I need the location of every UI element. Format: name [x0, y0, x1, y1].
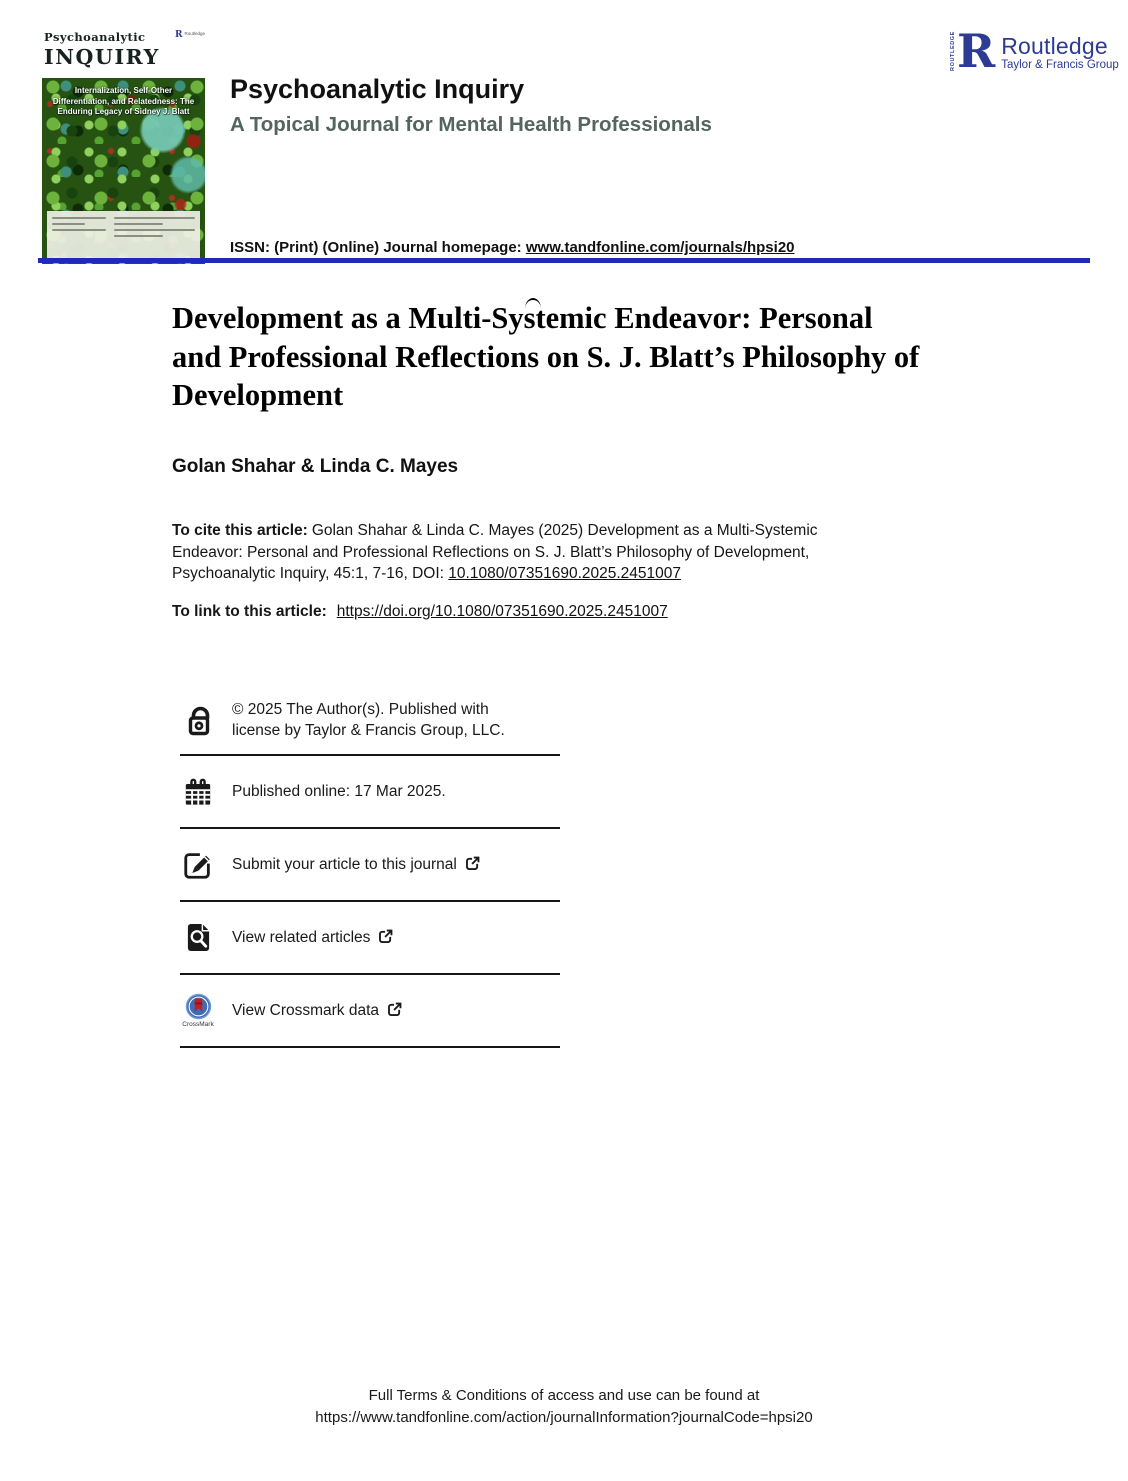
crossmark-icon [180, 993, 216, 1028]
routledge-vertical-text: ROUTLEDGE [950, 31, 956, 71]
terms-line: Full Terms & Conditions of access and use can be found at [368, 1387, 760, 1404]
related-articles-icon [180, 922, 216, 953]
external-link-icon [386, 1001, 403, 1018]
crossmark-label: View Crossmark data [232, 1002, 380, 1019]
cover-fineprint-box [47, 211, 200, 259]
doi-url-link[interactable]: https://doi.org/10.1080/07351690.2025.2451007 [336, 603, 668, 620]
cite-label: To cite this article: [172, 522, 308, 539]
cover-image [42, 78, 205, 264]
taylor-francis-group: Taylor & Francis Group [1001, 59, 1119, 71]
cover-masthead [42, 28, 205, 78]
published-online-row [180, 756, 560, 829]
journal-cover-thumbnail [42, 28, 205, 264]
related-articles-row[interactable] [180, 902, 560, 975]
crossmark-caption: CrossMark [182, 1021, 214, 1028]
routledge-r-glyph: R [957, 24, 996, 78]
external-link-icon [464, 855, 481, 872]
terms-url[interactable]: https://www.tandfonline.com/action/journalInformation?journalCode=hpsi20 [315, 1409, 813, 1426]
cover-fineprint-bars [52, 217, 106, 253]
title-line1-post: emic Endeavor: Personal [545, 301, 873, 335]
link-line [172, 603, 668, 621]
cover-issue-title: Internalization, Self-Other Differentiation, and Relatedness: The Enduring Legacy of Sidney J. Blatt [52, 86, 195, 116]
open-access-icon [180, 704, 216, 736]
external-link-icon [377, 928, 394, 945]
title-line2: and Professional Reflections on S. J. Blatt’s Philosophy of [172, 339, 920, 374]
action-rows [180, 686, 560, 1048]
crossmark-row[interactable] [180, 975, 560, 1048]
citation-paragraph [172, 520, 882, 585]
cover-fineprint-bars [114, 217, 195, 253]
cover-masthead-line1: Psychoanalytic [44, 30, 146, 44]
submit-pencil-icon [180, 850, 216, 880]
routledge-logo [950, 24, 1119, 78]
related-articles-link[interactable] [232, 927, 394, 948]
article-authors: Golan Shahar & Linda C. Mayes [172, 456, 459, 477]
article-title [172, 299, 1012, 415]
submit-article-label: Submit your article to this journal [232, 856, 457, 873]
crossmark-link[interactable] [232, 1000, 403, 1021]
header-divider-rule [38, 258, 1090, 263]
submit-article-link[interactable] [232, 854, 481, 875]
terms-footer [0, 1385, 1128, 1429]
issn-line [230, 239, 795, 256]
open-access-row [180, 686, 560, 756]
submit-article-row[interactable] [180, 829, 560, 902]
routledge-name: Routledge [1001, 33, 1108, 59]
license-text: © 2025 The Author(s). Published with license by Taylor & Francis Group, LLC. [232, 701, 505, 739]
routledge-mark-icon [950, 24, 996, 78]
issn-label: ISSN: (Print) (Online) Journal homepage: [230, 239, 522, 256]
title-line3: Development [172, 378, 344, 412]
published-online-text: Published online: 17 Mar 2025. [232, 783, 446, 800]
title-st-ligature: st [523, 301, 546, 335]
title-line1-pre: Development as a Multi-Sy [172, 301, 524, 335]
related-articles-label: View related articles [232, 929, 371, 946]
cover-masthead-line2: INQUIRY [44, 45, 160, 69]
calendar-icon [180, 777, 216, 807]
routledge-wordmark [1001, 30, 1119, 71]
journal-homepage-link[interactable]: www.tandfonline.com/journals/hpsi20 [525, 239, 795, 256]
routledge-mini-logo [175, 31, 205, 39]
journal-title: Psychoanalytic Inquiry [230, 74, 525, 104]
cite-doi-link[interactable]: 10.1080/07351690.2025.2451007 [448, 565, 682, 582]
link-label: To link to this article: [172, 603, 327, 620]
routledge-mini-mark: R [174, 30, 183, 40]
routledge-mini-name: Routledge [184, 31, 205, 36]
journal-subtitle: A Topical Journal for Mental Health Professionals [230, 113, 712, 136]
cite-body: Golan Shahar & Linda C. Mayes (2025) Development as a Multi-Systemic Endeavor: Personal and Professional Reflections on S. J. Blatt’s Philosophy of Development, Psychoanalytic Inquiry, 45:1, 7-16, DOI: [172, 522, 818, 582]
